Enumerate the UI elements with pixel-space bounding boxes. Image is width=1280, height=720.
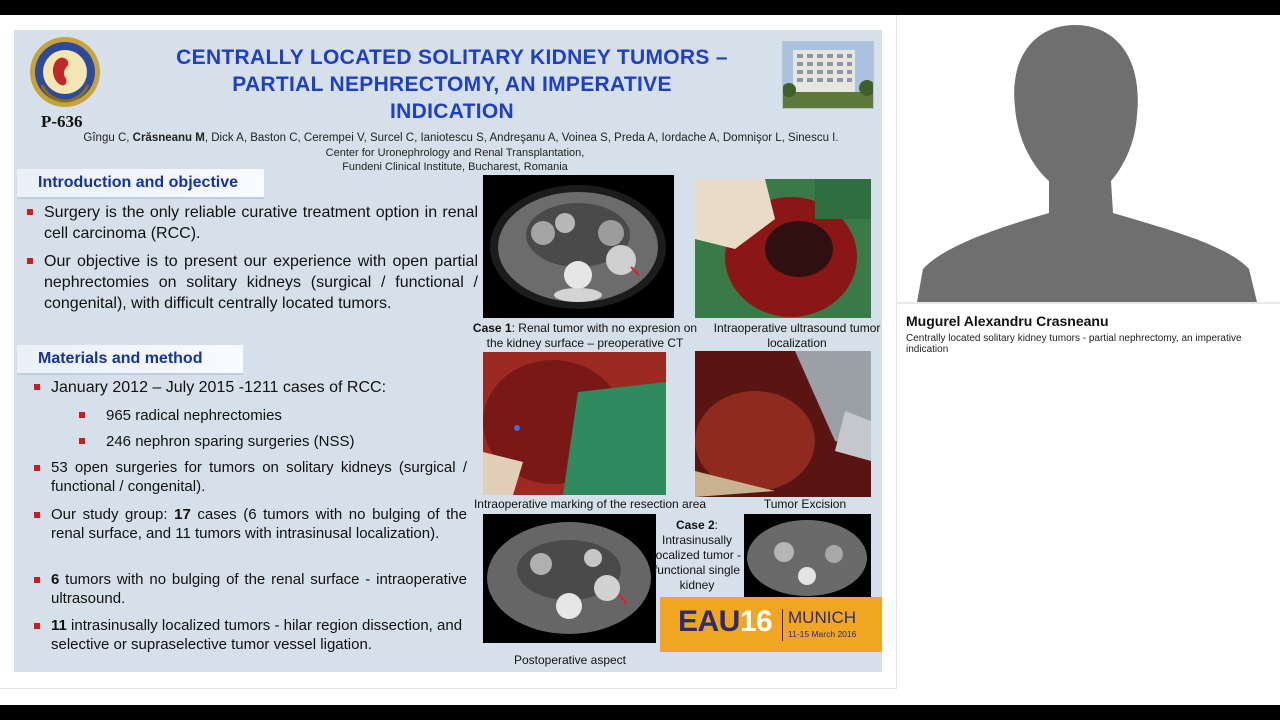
intro-bullet-1	[44, 202, 478, 244]
caption-postoperative: Postoperative aspect	[513, 653, 627, 667]
methods-sub-bullet-2	[106, 431, 466, 452]
methods-sub-bullet-1	[106, 405, 466, 426]
tumor-excision-photo	[695, 351, 871, 497]
eau16-congress-logo	[660, 597, 882, 652]
methods-bullet-3	[51, 505, 467, 543]
affiliation-line-1: Center for Uronephrology and Renal Transplantation,	[325, 147, 585, 159]
presenting-author: Crăsneanu M	[132, 132, 205, 144]
intro-bullet-2-text: Our objective is to present our experience with open partial nephrectomies on solitary kidneys (surgical / functional / congenital), with difficult centrally located tumors.	[44, 253, 478, 312]
intro-section-header: Introduction and objective	[17, 169, 264, 199]
resection-marking-photo	[483, 352, 666, 495]
title-line-1: CENTRALLY LOCATED SOLITARY KIDNEY TUMORS –	[176, 46, 728, 69]
bullet-square-icon	[27, 209, 33, 215]
poster-id: P-636	[41, 112, 83, 131]
bullet-square-icon	[79, 438, 85, 444]
bullet-square-icon	[34, 384, 40, 390]
bullet-square-icon	[34, 465, 40, 471]
caption-case2	[652, 518, 742, 593]
bullet-square-icon	[79, 412, 85, 418]
ct-scan-case1-image	[483, 175, 674, 318]
ct-scan-case2-image	[744, 514, 871, 600]
authors-rest: , Dick A, Baston C, Cerempei V, Surcel C, Ianiotescu S, Andreşanu A, Voinea S, Preda A, Iordache A, Domnişor L, Sinescu I.	[204, 132, 839, 144]
intrasinusal-count: 11	[51, 617, 67, 634]
methods-sub-bullet-1-text: 965 radical nephrectomies	[106, 407, 282, 424]
top-letterbox	[0, 0, 1280, 15]
society-logo-icon	[28, 35, 102, 109]
methods-section-header: Materials and method	[17, 345, 243, 375]
methods-bullet-1	[51, 377, 471, 398]
methods-bullet-2	[51, 458, 467, 496]
affiliation-line-2: Fundeni Clinical Institute, Bucharest, Romania	[342, 161, 568, 173]
case2-text: : Intrasinusally localized tumor - functional single kidney	[652, 518, 742, 592]
methods-sub-bullet-2-text: 246 nephron sparing surgeries (NSS)	[106, 433, 355, 450]
eau-wordmark	[678, 605, 772, 639]
speaker-silhouette-icon	[897, 15, 1280, 302]
speaker-divider	[897, 302, 1280, 304]
bottom-letterbox	[0, 705, 1280, 720]
speaker-avatar	[897, 15, 1280, 302]
title-line-3: INDICATION	[390, 100, 514, 123]
caption-excision: Tumor Excision	[763, 497, 847, 511]
no-bulging-count: 6	[51, 571, 60, 588]
intro-bullet-2	[44, 251, 478, 314]
authors-lead: Gîngu C,	[83, 132, 133, 144]
caption-marking: Intraoperative marking of the resection area	[473, 497, 707, 511]
caption-case1	[472, 321, 698, 351]
methods-bullet-3-text: cases (6 tumors with no bulging of the renal surface, and 11 tumors with intrasinusal localization).	[51, 506, 467, 542]
methods-bullet-5-text: intrasinusally localized tumors - hilar region dissection, and selective or supraselective tumor vessel ligation.	[51, 617, 463, 653]
speaker-talk-title: Centrally located solitary kidney tumors - partial nephrectomy, an imperative indication	[906, 333, 1242, 355]
intro-bullet-1-text: Surgery is the only reliable curative treatment option in renal cell carcinoma (RCC).	[44, 204, 478, 242]
eau-brand: EAU	[678, 605, 740, 638]
case2-label: Case 2	[675, 518, 715, 532]
speaker-name: Mugurel Alexandru Crasneanu	[906, 313, 1109, 329]
postoperative-ct-image	[483, 514, 656, 643]
methods-bullet-3-lead: Our study group:	[51, 506, 175, 523]
poster-title	[122, 44, 782, 125]
bullet-square-icon	[34, 623, 40, 629]
bullet-square-icon	[27, 258, 33, 264]
case1-text: : Renal tumor with no expresion on the kidney surface – preoperative CT	[486, 321, 698, 350]
author-list	[40, 132, 882, 144]
methods-bullet-4-text: tumors with no bulging of the renal surface - intraoperative ultrasound.	[51, 571, 467, 607]
case1-label: Case 1	[472, 321, 512, 335]
methods-bullet-1-text: January 2012 – July 2015 -1211 cases of RCC:	[51, 379, 387, 396]
caption-ultrasound: Intraoperative ultrasound tumor localization	[713, 321, 881, 350]
methods-bullet-5	[51, 616, 467, 654]
intraoperative-ultrasound-photo	[695, 179, 871, 318]
hospital-building-photo	[782, 41, 874, 109]
eau-year: 16	[739, 605, 773, 638]
eau-dates: 11-15 March 2016	[788, 629, 857, 639]
eau-city: MUNICH	[788, 608, 856, 627]
bullet-square-icon	[34, 577, 40, 583]
bullet-square-icon	[34, 512, 40, 518]
methods-bullet-2-text: 53 open surgeries for tumors on solitary kidneys (surgical / functional / congenital).	[51, 459, 467, 495]
methods-bullet-4	[51, 570, 467, 608]
eau-divider	[782, 609, 783, 641]
title-line-2: PARTIAL NEPHRECTOMY, AN IMPERATIVE	[232, 73, 672, 96]
study-group-count: 17	[174, 506, 191, 523]
